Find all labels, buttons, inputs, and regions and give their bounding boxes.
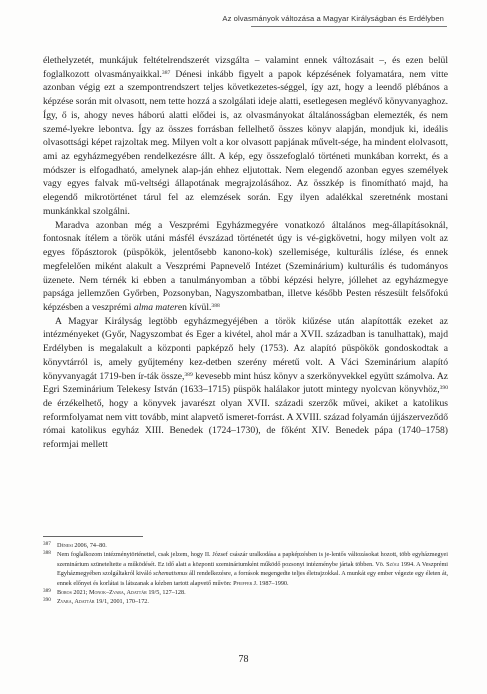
paragraph-text: de érzékelhető, hogy a könyvek javarészt olyan XVII. századi szerzők művei, akiket a katolikus reformfolyamat nem vitt tovább, mint alapvető ismeret-forrást. A XVIII. század folyamán újjászerveződő római katolikus egyház XIII. Benedek (1724–1730), de főként XIV. Benedek pápa (1740–1758) reformjai mellett <box>43 397 448 451</box>
footnote-fragment: 19/5, 127–128. <box>146 589 186 597</box>
paragraph-text: kevesebb mint húsz könyv a szerkönyvekkel együtt számolva. Az Egri Szeminárium Telekesy István (1633–1715) püspök halálakor jutott mintegy nyolcvan könyvhöz, <box>43 370 449 396</box>
paragraph-text: Dénesi inkább figyelt a papok képzésének folyamatára, nem vitte azonban végig ezt a szempontrendszert teljes következetes-séggel, így azt, hogy a leendő plébános a képzése során mit olvasott, nem tette hozzá a szolgálati ideje alatti, esetlegesen meglévő könyvanyaghoz. Így, ő is, ahogy neves háború alatti elődei is, az olvasmányokat általánosságban elemezték, és nem szemé-lyekre lebontva. Így az összes forrásban fellelhető összes könyv alapján, mondjuk ki, ideális olvasottsági képet rajzoltak meg. Milyen volt a kor olvasott papjának művelt-sége, ha mindent elolvasott, ami az egyházmegyében rendelkezésre állt. A kép, egy összefoglaló történeti munkában korrekt, és a módszer is elfogadható, amelynek alap-ján ehhez eljutottak. Nem elegendő azonban egyes személyek vagy egyes falvak mű-veltségi állapotának megrajzolásához. Az összkép is finomítható majd, ha elegendő mikrotörténet tárul fel az elemzések során. Egy ilyen adalékkal szeretnénk mostani munkánkkal szolgálni. <box>43 68 448 217</box>
citation-author: Boros <box>57 589 72 597</box>
main-text <box>43 54 448 452</box>
footnote-fragment: 2006, 74–80. <box>72 542 107 549</box>
footnote-ref[interactable]: 389 <box>184 371 193 378</box>
footnote-fragment: áll rendelkezésre, a források megengedte teljes életrajzokkal. A munkát egy ember végezte egy életen át, ennek előnyei és korlátai is látszanak a kézben tartott alapvető művön: <box>57 570 448 587</box>
citation-author: Pfeiffer <box>233 579 253 587</box>
italic-term: alma mater <box>133 301 178 313</box>
footnote-number: 389 <box>43 588 51 595</box>
footnote-text <box>57 597 448 606</box>
footnote-fragment: 19/1, 2001, 170–172. <box>94 598 149 606</box>
paragraph-text: Maradva azonban még a Veszprémi Egyházmegyére vonatkozó általános meg-állapításoknál, fontosnak ítélem a török utáni másfél évszázad történetét úgy is vé-gigkövetni, hogy milyen volt az egyes főpásztorok (püspökök, jelentősebb kanono-kok) szellemisége, kulturális ízlése, és ennek megfelelően miként alakult a Veszprémi Papnevelő Intézet (Szeminárium) kulturális és tudományos üzenete. Nem térnék ki ebben a tanulmányomban a többi képzési helyre, jóllehet az egyházmegye papsága jellemzően Győrben, Pozsonyban, Nagyszombatban, illetve később Pesten részesült felsőfokú képzésben a veszprémi <box>43 219 448 313</box>
footnote-fragment: 2021; <box>71 589 90 597</box>
citation-author: Zvara, Adattár <box>57 598 95 606</box>
footnote-text <box>57 541 448 550</box>
footnote-text <box>57 550 448 588</box>
header-rule <box>251 26 447 27</box>
page-number: 78 <box>238 654 249 665</box>
footnote <box>43 541 448 550</box>
footnote-ref[interactable]: 390 <box>439 385 448 392</box>
running-header: Az olvasmányok változása a Magyar Királyságban és Erdélyben <box>222 14 444 23</box>
footnote-ref[interactable]: 388 <box>211 302 220 309</box>
paragraph <box>43 219 448 315</box>
footnote <box>43 588 448 597</box>
footnotes <box>43 541 448 607</box>
footnote-number: 390 <box>43 597 51 604</box>
paragraph-text: A Magyar Királyság legtöbb egyházmegyéjében a török kiűzése után alapították ezeket az intézményeket (Győr, Nagyszombat és Eger a kivétel, ahol már a XVII. században is tanulhattak), majd Erdélyben is megalakult a központi papképző hely (1753). Az alapító püspökök gondoskodtak a könyvtárról is, amely gyűjtemény kez-detben szerény méretű volt. A Váci Szeminárium alapító könyvanyagát 1719-ben ír-ták össze, <box>43 315 448 382</box>
footnote-fragment: J. 1987–1990. <box>252 579 289 587</box>
citation-author: Monok–Zvara, Adattár <box>89 589 147 597</box>
citation-author: Szögi <box>386 560 400 568</box>
footnote-number: 387 <box>43 541 51 547</box>
footnote-number: 388 <box>43 550 51 557</box>
footnote <box>43 597 448 606</box>
footnote-fragment: Nem foglalkozom intézménytörténettel, csak jelzem, hogy II. József császár uralkodása a papképzésben is je-lentős változásokat hozott, több egyházmegyei szeminárium szüneteltette a működését. Ez idő alatt a központi szemináriumként működő pozsonyi intézménybe jártak többen. Vö. <box>57 551 448 568</box>
paragraph <box>43 315 448 452</box>
paragraph-text: en kívül. <box>177 301 212 313</box>
citation-author: Dénesi <box>57 542 73 549</box>
footnote-separator <box>43 536 143 537</box>
paragraph-text: élethelyzetét, munkájuk feltételrendszerét vizsgálta – valamint ennek változásait –, és ezen belül foglalkozott olvasmányaikkal. <box>43 55 448 80</box>
footnote <box>43 550 448 588</box>
footnote-fragment: 1994. A Veszprémi Egyházmegyében szolgáltakról kiváló <box>57 560 448 578</box>
italic-term: schematismus <box>153 570 188 578</box>
footnote-ref[interactable]: 387 <box>161 69 171 76</box>
paragraph <box>43 54 448 219</box>
footnote-text <box>57 588 448 597</box>
